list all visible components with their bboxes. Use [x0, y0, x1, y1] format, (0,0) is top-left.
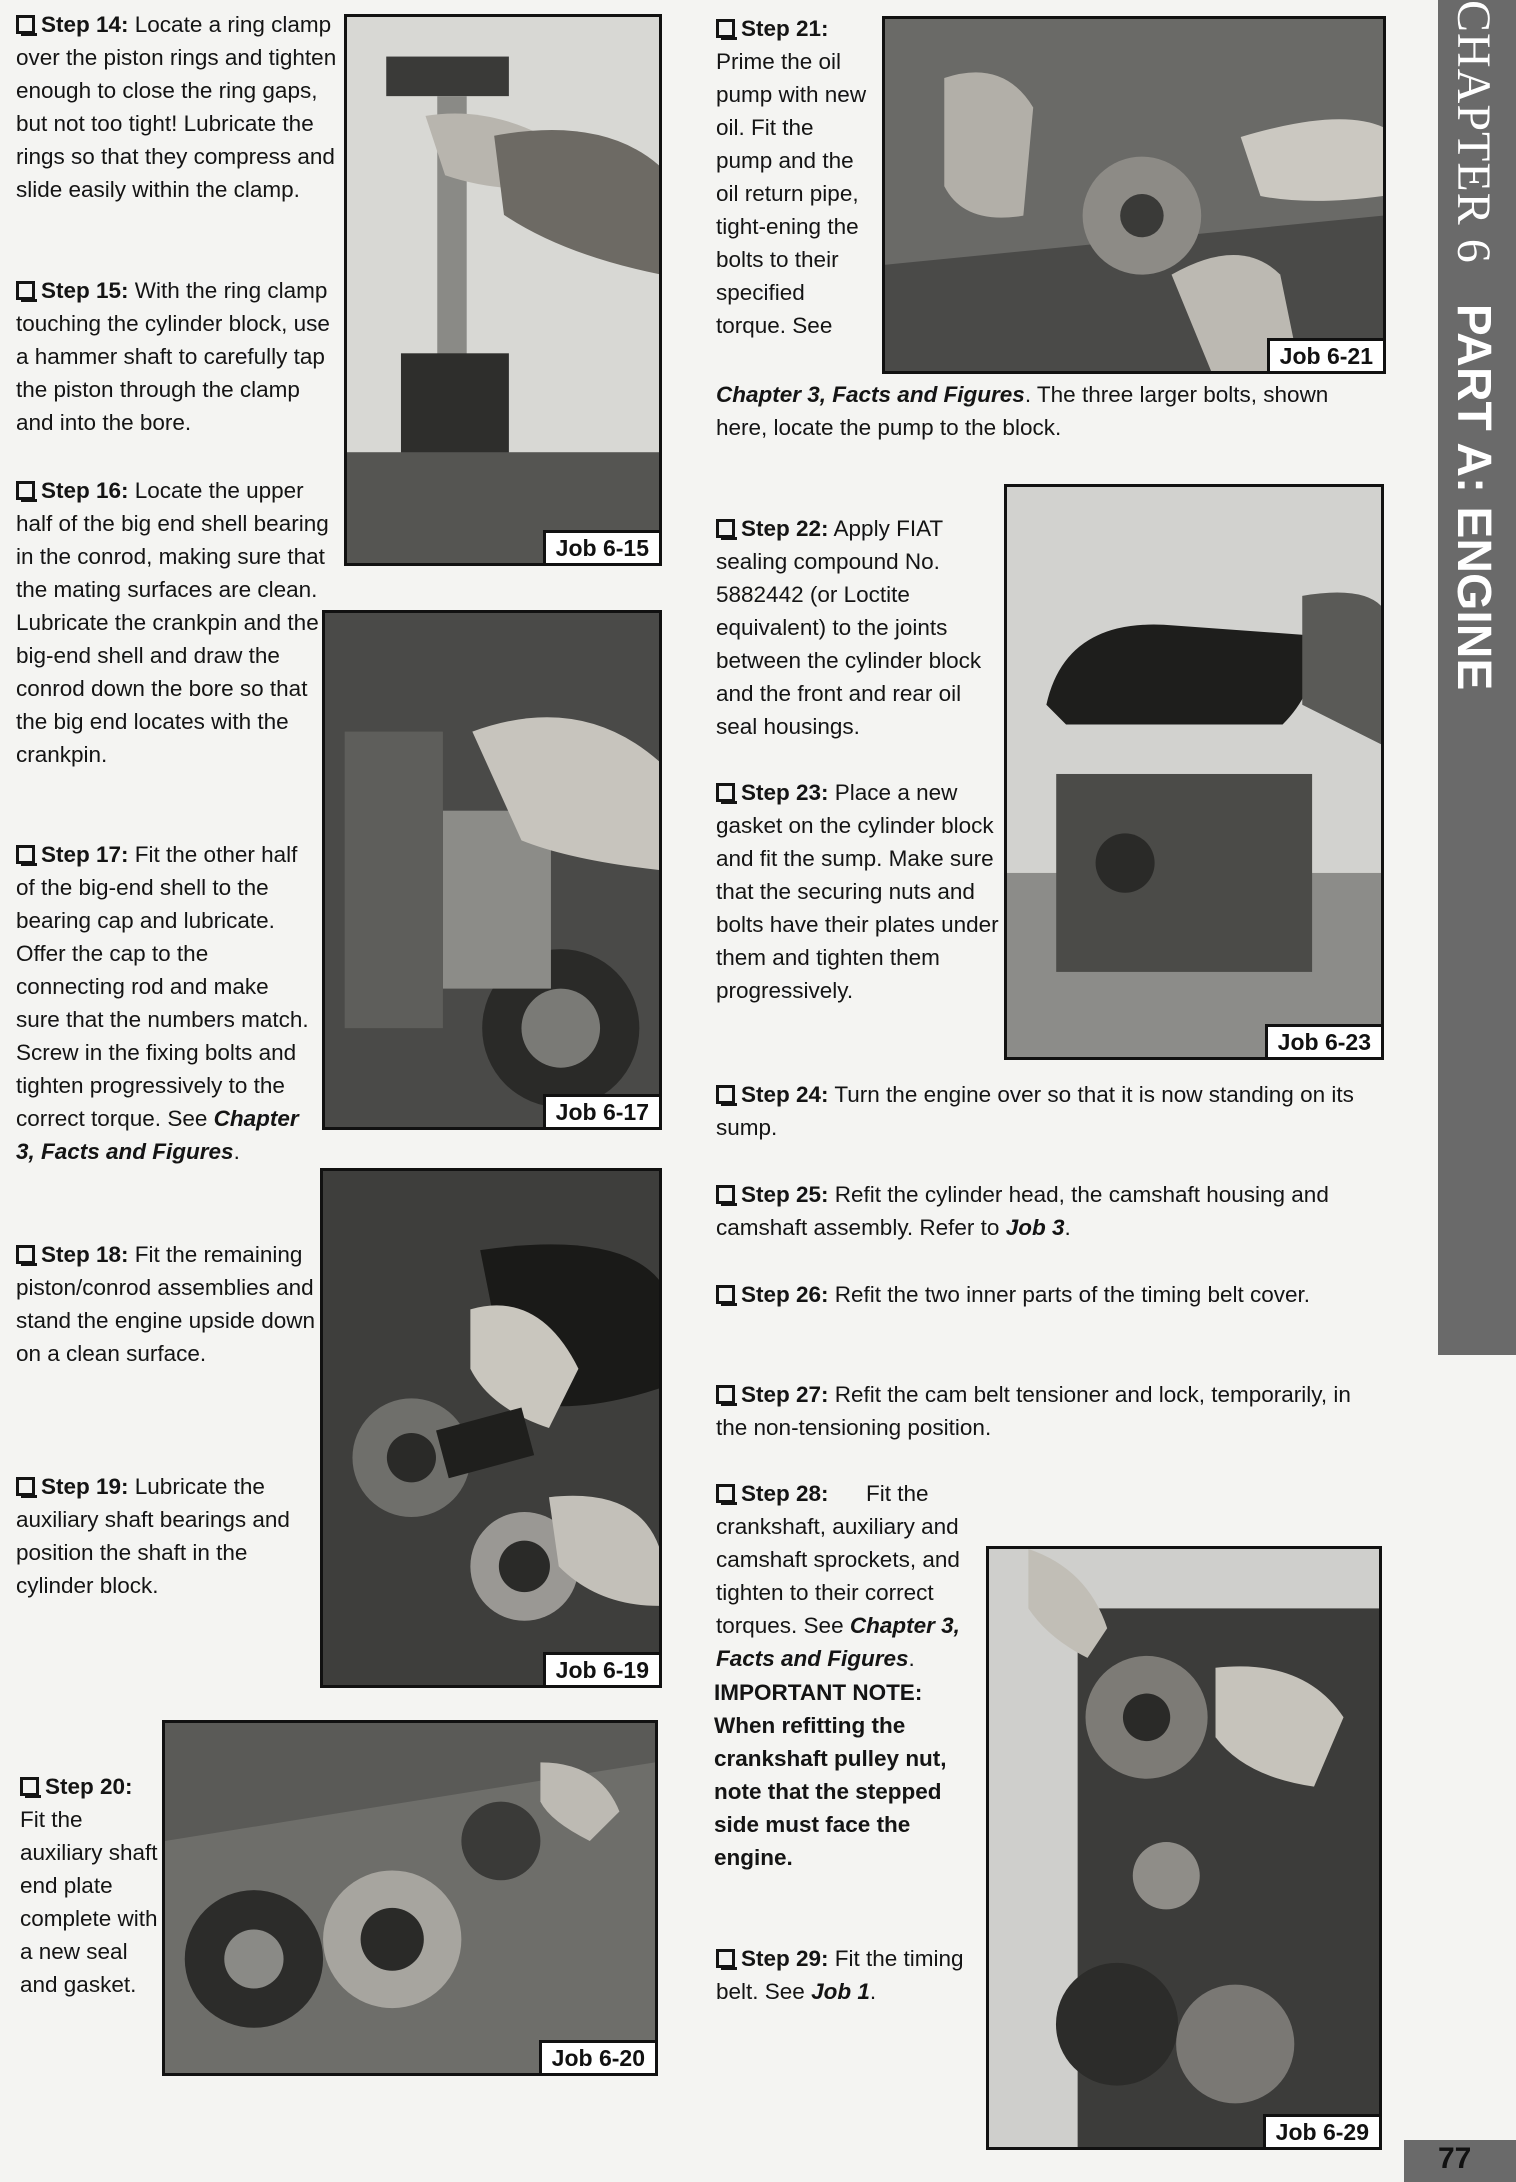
step-label: Step 20: [45, 1774, 133, 1799]
checkbox-icon [716, 1285, 735, 1304]
step-text: Place a new gasket on the cylinder block and fit the sump. Make sure that the securing nuts and bolts have their plates under them and tighten them progressively. [716, 780, 999, 1003]
photo-job-6-20 [162, 1720, 658, 2076]
timing-belt-illustration [989, 1549, 1379, 2147]
important-note: IMPORTANT NOTE: When refitting the crankshaft pulley nut, note that the stepped side must face the engine. [714, 1680, 947, 1870]
checkbox-icon [716, 519, 735, 538]
step-22 [716, 512, 1006, 743]
step-label: Step 28: [741, 1481, 829, 1506]
step-20 [20, 1770, 160, 2001]
step-text: Fit the timing belt. See [716, 1946, 964, 2004]
step-21-top [716, 12, 876, 45]
step-28 [716, 1477, 986, 1675]
checkbox-icon [20, 1777, 39, 1796]
step-reference: Job 3 [1005, 1215, 1065, 1240]
step-label: Step 15: [41, 278, 129, 303]
checkbox-icon [16, 281, 35, 300]
photo-caption: Job 6-19 [543, 1652, 659, 1685]
step-26 [716, 1278, 1356, 1311]
checkbox-icon [716, 783, 735, 802]
step-text-end: . [1064, 1215, 1071, 1240]
step-24 [716, 1078, 1396, 1144]
checkbox-icon [716, 19, 735, 38]
chapter-sidebar [1438, 0, 1516, 1355]
step-label: Step 29: [741, 1946, 829, 1971]
step-text-end: . The three larger bolts, shown here, locate the pump to the block. [716, 382, 1329, 440]
photo-caption: Job 6-29 [1263, 2114, 1379, 2147]
checkbox-icon [16, 1245, 35, 1264]
chapter-label: CHAPTER 6 [1447, 0, 1500, 264]
step-text: Apply FIAT sealing compound No. 5882442 (or Loctite equivalent) to the joints between the cylinder block and the front and rear oil seal housings. [716, 516, 982, 739]
checkbox-icon [716, 1385, 735, 1404]
photo-job-6-19 [320, 1168, 662, 1688]
step-text: Fit the crankshaft, auxiliary and camshaft sprockets, and tighten to their correct torques. See [716, 1481, 960, 1638]
photo-job-6-21 [882, 16, 1386, 374]
oil-pump-illustration [885, 19, 1383, 371]
step-reference: Chapter 3, Facts and Figures [716, 1613, 960, 1671]
checkbox-icon [16, 15, 35, 34]
sump-fitting-illustration [1007, 487, 1381, 1057]
step-text: Refit the two inner parts of the timing belt cover. [828, 1282, 1311, 1307]
step-label: Step 17: [41, 842, 129, 867]
step-label: Step 14: [41, 12, 129, 37]
photo-job-6-23 [1004, 484, 1384, 1060]
step-text-end: . [869, 1979, 877, 2004]
photo-caption: Job 6-23 [1265, 1024, 1381, 1057]
chapter-tab-text [1443, 0, 1503, 690]
part-label: PART A: ENGINE [1447, 303, 1500, 691]
step-15 [16, 274, 342, 439]
page-number: 77 [1438, 2142, 1472, 2175]
conrod-cap-illustration [325, 613, 659, 1127]
photo-job-6-17 [322, 610, 662, 1130]
step-text: Fit the other half of the big-end shell to the bearing cap and lubricate. Offer the cap to the connecting rod and make sure that the numbers match. Screw in the fixing bolts and tighten progressively to the correct torque. See [16, 842, 309, 1131]
step-text-end: . [908, 1646, 915, 1671]
step-label: Step 26: [741, 1282, 829, 1307]
step-text: Refit the cylinder head, the camshaft housing and camshaft assembly. Refer to [716, 1182, 1329, 1240]
step-text: Locate the upper half of the big end shell bearing in the conrod, making sure that the mating surfaces are clean. Lubricate the crankpin and the big-end shell and draw the conrod down the bore so that the big end locates with the crankpin. [16, 478, 329, 767]
step-14 [16, 8, 342, 206]
page-number-box [1404, 2140, 1516, 2182]
auxiliary-shaft-illustration [323, 1171, 659, 1685]
step-18 [16, 1238, 316, 1370]
checkbox-icon [716, 1185, 735, 1204]
step-text-end: . [233, 1139, 240, 1164]
checkbox-icon [16, 1477, 35, 1496]
step-label: Step 23: [741, 780, 829, 805]
photo-caption: Job 6-21 [1267, 338, 1383, 371]
checkbox-icon [716, 1085, 735, 1104]
step-29 [716, 1942, 966, 2008]
step-text: Refit the cam belt tensioner and lock, temporarily, in the non-tensioning position. [716, 1382, 1351, 1440]
step-16 [16, 474, 332, 771]
step-label: Step 16: [41, 478, 129, 503]
step-text: Prime the oil pump with new oil. Fit the pump and the oil return pipe, tight-ening the bolts to their specified torque. See [716, 49, 867, 338]
step-label: Step 18: [41, 1242, 129, 1267]
step-text: With the ring clamp touching the cylinder block, use a hammer shaft to carefully tap the piston through the clamp and into the bore. [16, 278, 330, 435]
photo-job-6-15 [344, 14, 662, 566]
step-label: Step 24: [741, 1082, 829, 1107]
step-label: Step 27: [741, 1382, 829, 1407]
checkbox-icon [716, 1949, 735, 1968]
step-reference: Job 1 [811, 1979, 870, 2004]
step-17 [16, 838, 316, 1168]
step-label: Step 25: [741, 1182, 829, 1207]
step-reference: Chapter 3, Facts and Figures [716, 382, 1025, 407]
step-text: Fit the remaining piston/conrod assemblies and stand the engine upside down on a clean surface. [16, 1242, 315, 1366]
step-text: Turn the engine over so that it is now standing on its sump. [716, 1082, 1354, 1140]
step-label: Step 19: [41, 1474, 129, 1499]
step-reference: Chapter 3, Facts and Figures [16, 1106, 299, 1164]
step-label: Step 22: [741, 516, 829, 541]
photo-caption: Job 6-15 [543, 530, 659, 563]
hammer-ring-clamp-illustration [347, 17, 659, 563]
step-25 [716, 1178, 1396, 1244]
checkbox-icon [16, 845, 35, 864]
step-label: Step 21: [741, 16, 829, 41]
photo-caption: Job 6-20 [539, 2040, 655, 2073]
step-text: Fit the auxiliary shaft end plate complete with a new seal and gasket. [20, 1807, 158, 1997]
step-text: Lubricate the auxiliary shaft bearings and position the shaft in the cylinder block. [16, 1474, 290, 1598]
photo-caption: Job 6-17 [543, 1094, 659, 1127]
end-plate-illustration [165, 1723, 655, 2073]
step-19 [16, 1470, 316, 1602]
step-27 [716, 1378, 1356, 1444]
photo-job-6-29 [986, 1546, 1382, 2150]
step-text: Locate a ring clamp over the piston rings and tighten enough to close the ring gaps, but not too tight! Lubricate the rings so that they compress and slide easily within the clamp. [16, 12, 337, 202]
step-21-continued [716, 378, 1376, 444]
step-23 [716, 776, 1006, 1007]
checkbox-icon [16, 481, 35, 500]
